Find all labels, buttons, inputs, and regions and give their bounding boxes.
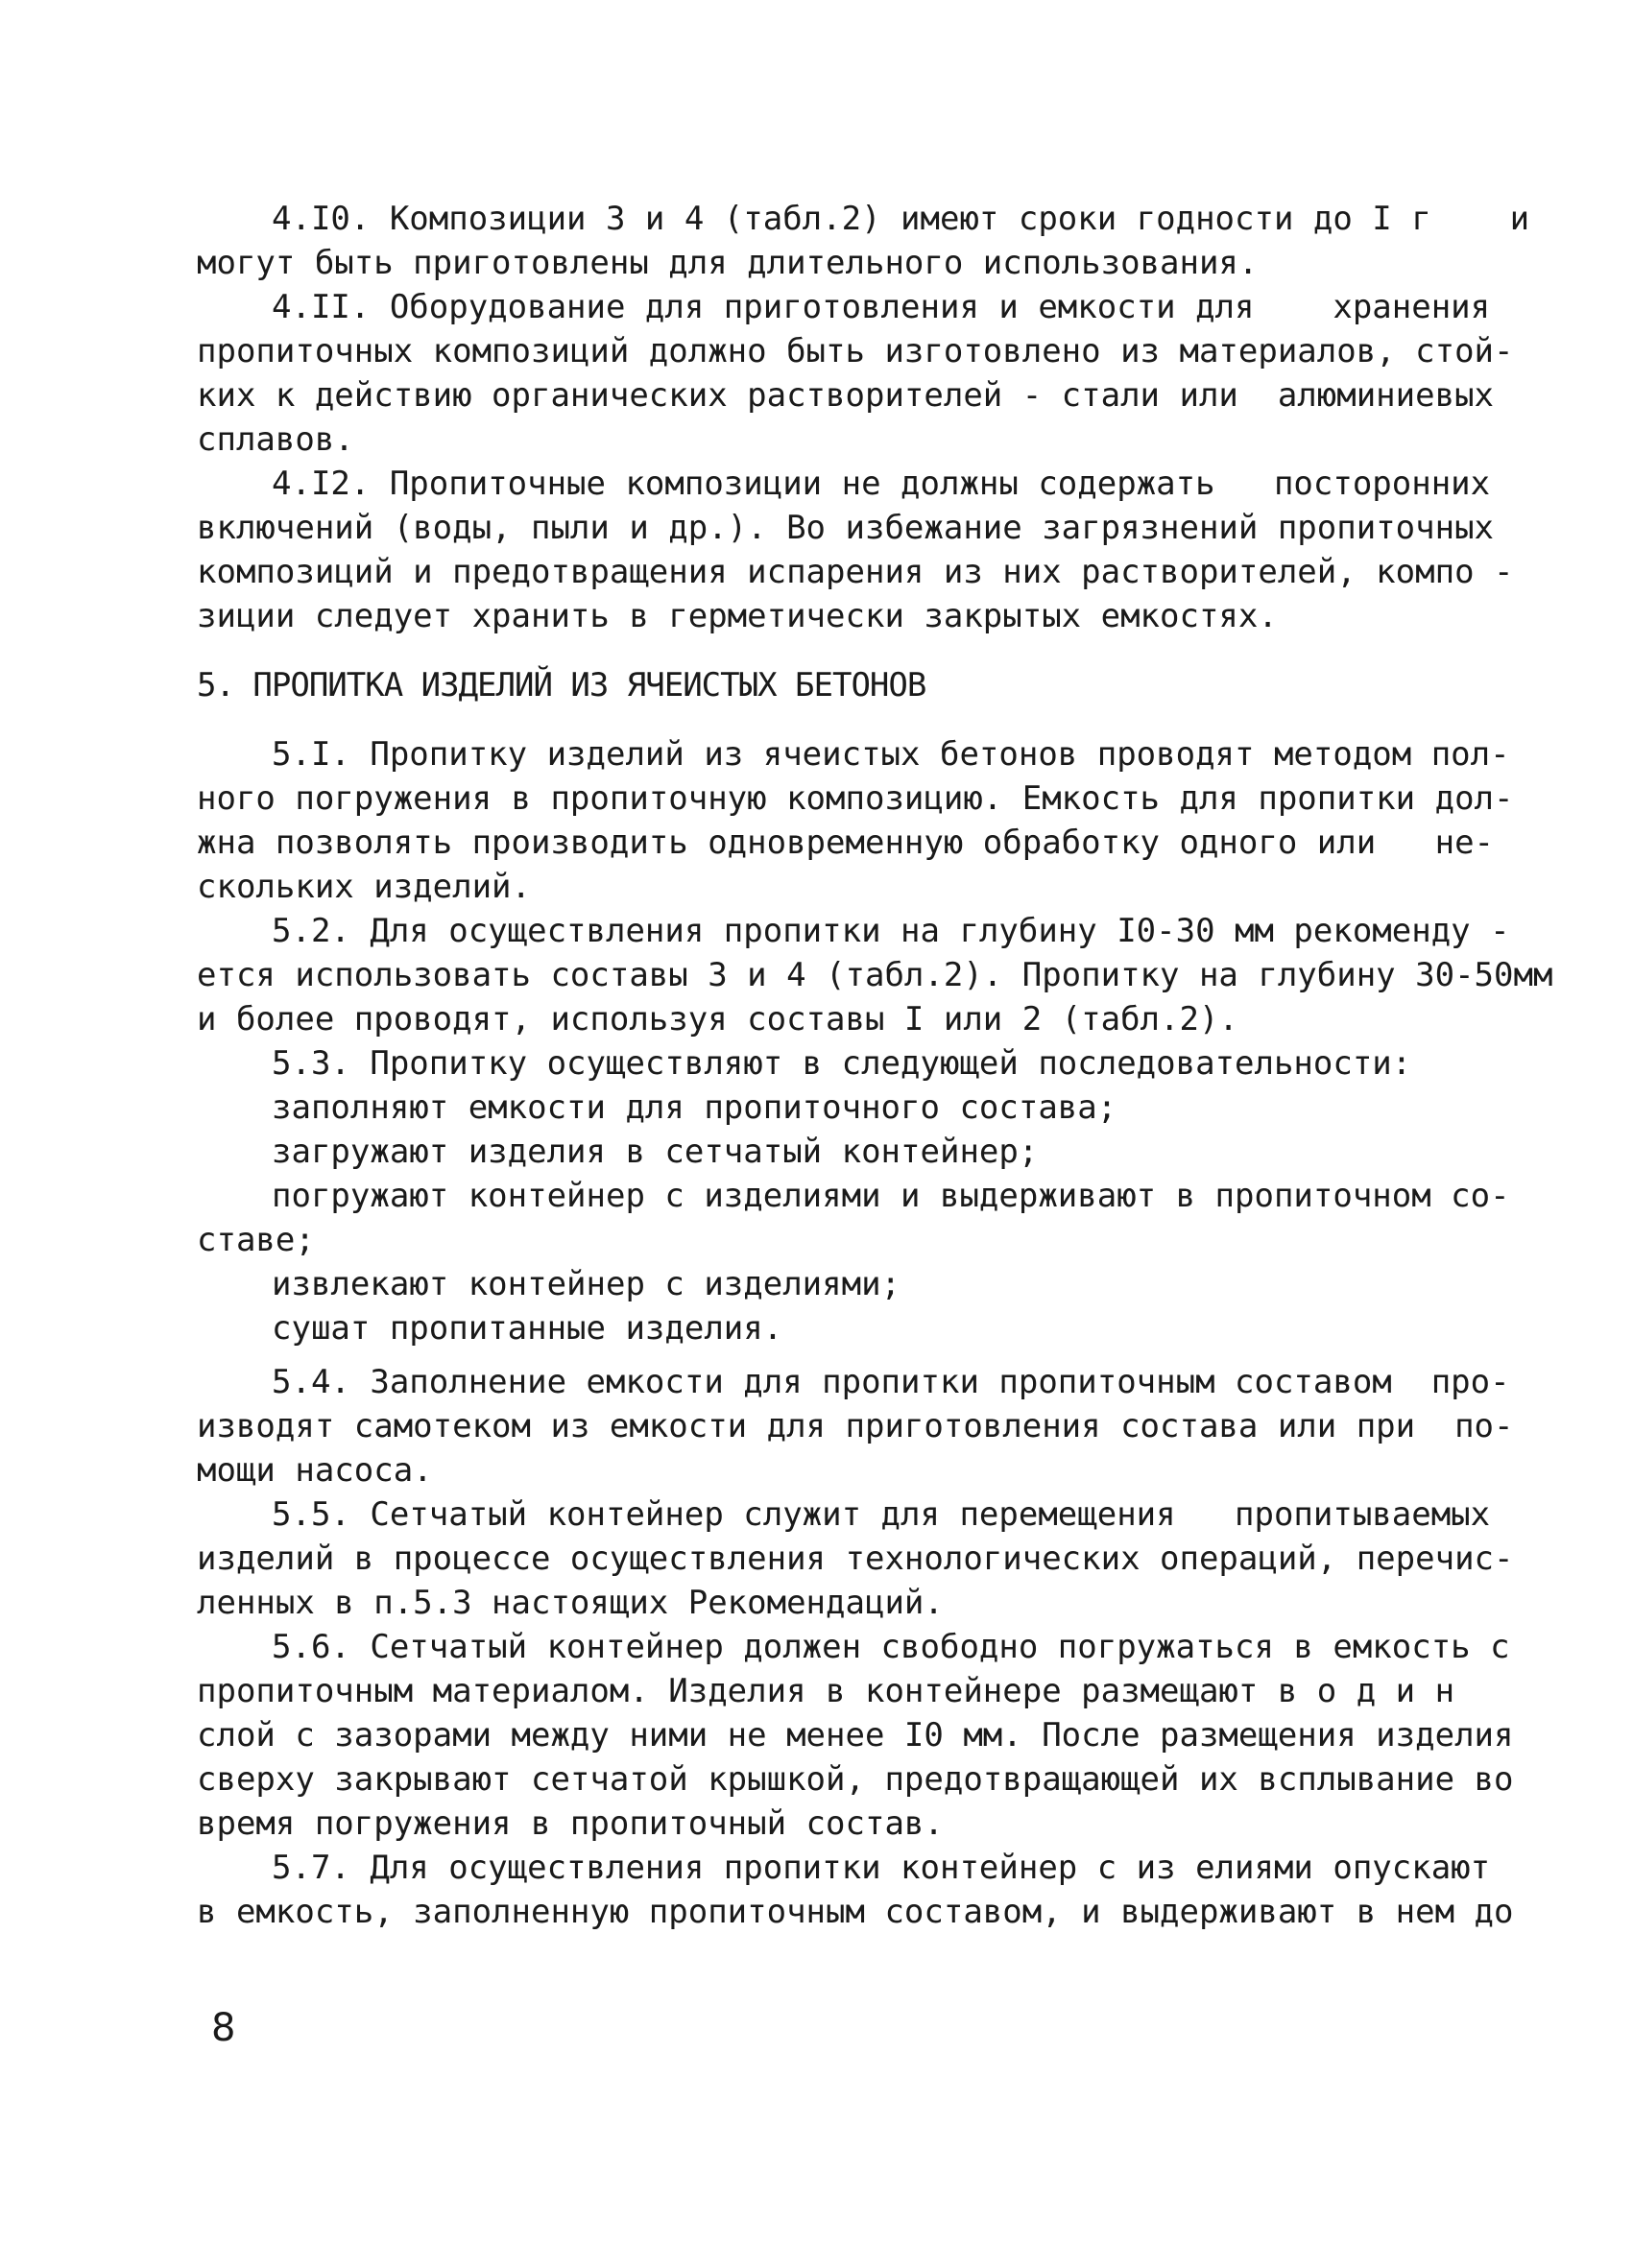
text-line: 5.5. Сетчатый контейнер служит для перемещения пропитываемых — [272, 1495, 1491, 1534]
text-line: изводят самотеком из емкости для приготовления состава или при по- — [197, 1407, 1514, 1445]
document-page — [197, 197, 1553, 1934]
text-line: сплавов. — [197, 420, 354, 459]
paragraph-4-11 — [197, 285, 1514, 462]
text-line: 5.3. Пропитку осуществляют в следующей последовательности: — [272, 1044, 1412, 1083]
paragraph-5-2 — [197, 909, 1553, 1041]
text-line: сверху закрывают сетчатой крышкой, предотвращающей их всплывание во — [197, 1760, 1514, 1799]
paragraph-5-7 — [197, 1846, 1514, 1934]
text-line: ленных в п.5.3 настоящих Рекомендаций. — [197, 1584, 944, 1622]
text-line: время погружения в пропиточный состав. — [197, 1804, 944, 1843]
text-line: 5.7. Для осуществления пропитки контейнер с из елиями опускают — [272, 1849, 1491, 1887]
text-line: 5.I. Пропитку изделий из ячеистых бетонов проводят методом пол- — [272, 735, 1510, 774]
list-item: заполняют емкости для пропиточного состава; — [272, 1088, 1117, 1127]
text-line: слой с зазорами между ними не менее I0 мм. После размещения изделия — [197, 1716, 1514, 1755]
text-line: пропиточных композиций должно быть изготовлено из материалов, стой- — [197, 332, 1514, 370]
list-item: сушат пропитанные изделия. — [272, 1309, 783, 1348]
text-line: изделий в процессе осуществления технологических операций, перечис- — [197, 1540, 1514, 1578]
section-heading: 5. ПРОПИТКА ИЗДЕЛИЙ ИЗ ЯЧЕИСТЫХ БЕТОНОВ — [197, 666, 926, 704]
text-line: ется использовать составы 3 и 4 (табл.2). Пропитку на глубину 30-50мм — [197, 956, 1553, 994]
text-line: скольких изделий. — [197, 868, 531, 906]
text-line: и более проводят, используя составы I или 2 (табл.2). — [197, 1000, 1238, 1039]
list-item: извлекают контейнер с изделиями; — [272, 1265, 901, 1303]
paragraph-5-5 — [197, 1492, 1514, 1625]
paragraph-4-10 — [197, 197, 1530, 285]
text-line: 5.4. Заполнение емкости для пропитки пропиточным составом про- — [272, 1363, 1510, 1401]
text-line: могут быть приготовлены для длительного использования. — [197, 244, 1259, 282]
list-item: погружают контейнер с изделиями и выдерживают в пропиточном со- — [272, 1177, 1510, 1215]
text-line: жна позволять производить одновременную обработку одного или не- — [197, 824, 1495, 862]
text-line: зиции следует хранить в герметически закрытых емкостях. — [197, 597, 1278, 635]
paragraph-4-12 — [197, 462, 1514, 638]
text-line: ких к действию органических растворителей - стали или алюминиевых — [197, 376, 1495, 415]
text-line: 4.I0. Композиции 3 и 4 (табл.2) имеют сроки годности до I г и — [272, 200, 1530, 238]
text-line: ного погружения в пропиточную композицию. Емкость для пропитки дол- — [197, 779, 1514, 818]
page-number: 8 — [211, 2006, 236, 2050]
text-line: композиций и предотвращения испарения из них растворителей, компо - — [197, 553, 1514, 591]
text-line: ставе; — [197, 1221, 315, 1259]
paragraph-5-6 — [197, 1625, 1514, 1846]
paragraph-5-1 — [197, 732, 1514, 909]
text-line: в емкость, заполненную пропиточным составом, и выдерживают в нем до — [197, 1893, 1514, 1931]
paragraph-5-3 — [197, 1041, 1510, 1350]
text-line: пропиточным материалом. Изделия в контейнере размещают в о д и н — [197, 1672, 1455, 1710]
list-item: загружают изделия в сетчатый контейнер; — [272, 1133, 1039, 1171]
text-line: 5.6. Сетчатый контейнер должен свободно погружаться в емкость с — [272, 1628, 1510, 1666]
paragraph-5-4 — [197, 1360, 1514, 1492]
text-line: 4.II. Оборудование для приготовления и емкости для хранения — [272, 288, 1491, 326]
text-line: 5.2. Для осуществления пропитки на глубину I0-30 мм рекоменду - — [272, 912, 1510, 950]
text-line: мощи насоса. — [197, 1451, 433, 1490]
text-line: 4.I2. Пропиточные композиции не должны содержать посторонних — [272, 465, 1491, 503]
text-line: включений (воды, пыли и др.). Во избежание загрязнений пропиточных — [197, 509, 1495, 547]
